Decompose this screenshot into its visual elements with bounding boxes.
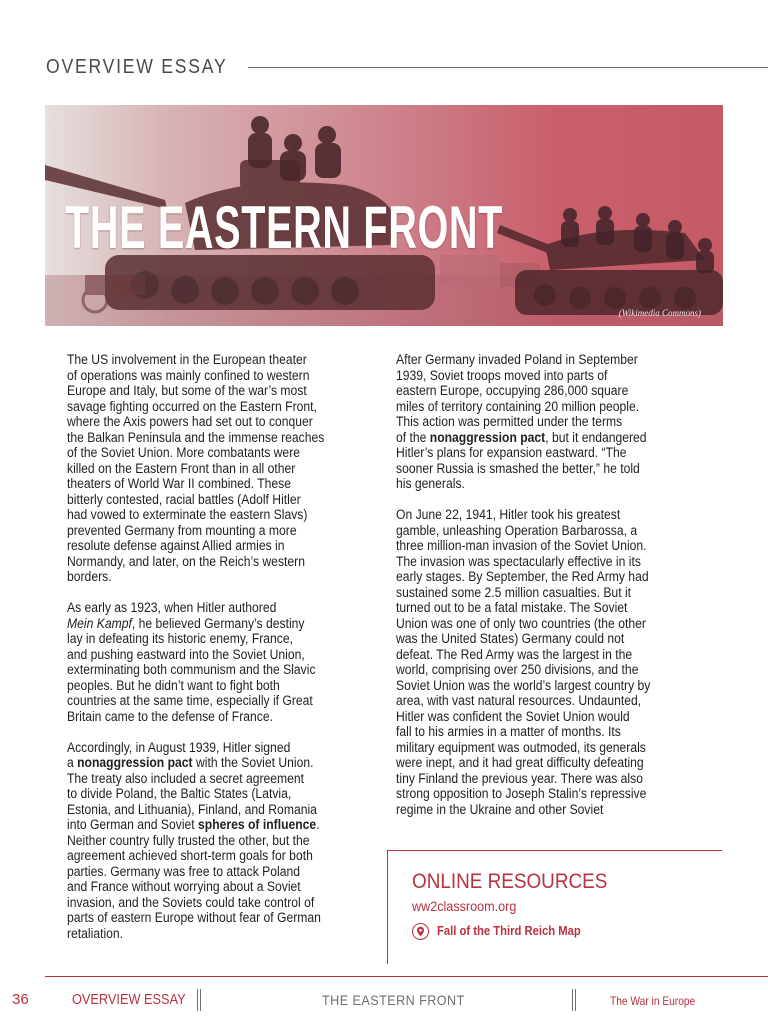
text-line: [396, 523, 666, 539]
text-run: sooner Russia is smashed the better,” he told: [396, 460, 640, 476]
text-run: The US involvement in the European theater: [67, 352, 307, 367]
text-line: [67, 414, 333, 430]
text-run: resolute defense against Allied armies in: [67, 538, 285, 553]
text-run: peoples. But he didn’t want to fight both: [67, 677, 280, 693]
text-run: tiny Finland the previous year. There was also: [396, 770, 643, 786]
text-line: [396, 740, 666, 756]
photo-credit: (Wikimedia Commons): [618, 308, 701, 318]
text-run: This action was permitted under the terms: [396, 414, 623, 429]
hero-banner: [45, 105, 723, 326]
body-paragraph: [67, 600, 363, 724]
text-line: [396, 786, 666, 802]
map-resource-link[interactable]: [412, 922, 597, 940]
text-run: and pushing eastward into the Soviet Union,: [67, 646, 305, 662]
text-line: [67, 523, 333, 539]
text-line: [67, 616, 333, 632]
text-run: Europe and Italy, but some of the war’s most: [67, 383, 307, 398]
text-run: miles of territory containing 20 million people.: [396, 398, 640, 414]
online-resources-title: ONLINE RESOURCES: [412, 870, 608, 893]
key-term: nonaggression pact: [77, 755, 193, 770]
text-line: [67, 693, 333, 709]
text-line: [396, 507, 666, 523]
footer-book-title: The War in Europe: [610, 994, 696, 1008]
footer-divider: [197, 989, 201, 1011]
text-run: to divide Poland, the Baltic States (Latvia,: [67, 786, 292, 801]
text-line: [396, 383, 666, 399]
text-line: [396, 693, 666, 709]
page-number: 36: [12, 991, 29, 1008]
text-run: prevented Germany from mounting a more: [67, 522, 297, 538]
text-line: [67, 879, 333, 895]
text-run: , he believed Germany’s destiny: [131, 615, 305, 631]
text-line: [396, 616, 666, 632]
text-line: [67, 786, 333, 802]
text-run: Union was one of only two countries (the other: [396, 615, 646, 631]
text-run: into German and Soviet: [67, 817, 199, 832]
text-line: [67, 771, 333, 787]
text-line: [67, 755, 333, 771]
text-line: [396, 538, 666, 554]
text-line: [67, 430, 333, 446]
text-run: bitterly contested, racial battles (Adolf Hitler: [67, 491, 301, 507]
text-line: [67, 554, 333, 570]
text-run: Neither country fully trusted the other, but the: [67, 832, 310, 848]
text-run: with the Soviet Union.: [192, 755, 314, 770]
text-run: area, with vast natural resources. Undaunted,: [396, 693, 642, 708]
text-run: Britain came to the defense of France.: [67, 708, 273, 724]
resources-url-link[interactable]: ww2classroom.org: [412, 898, 517, 914]
map-resource-label: Fall of the Third Reich Map: [437, 924, 581, 938]
text-line: [67, 848, 333, 864]
text-run: gamble, unleashing Operation Barbarossa, a: [396, 522, 638, 538]
section-header: [46, 56, 768, 80]
text-run: defeat. The Red Army was the largest in the: [396, 646, 633, 662]
text-line: [67, 399, 333, 415]
text-run: was the United States) Germany could not: [396, 631, 625, 646]
text-run: a: [67, 755, 78, 770]
footer-divider: [572, 989, 576, 1011]
text-line: [67, 368, 333, 384]
text-line: [396, 709, 666, 725]
text-line: [67, 802, 333, 818]
text-run: fall to his armies in a matter of months. Its: [396, 724, 621, 739]
text-run: world, comprising over 250 divisions, and the: [396, 662, 639, 677]
text-line: [67, 817, 333, 833]
text-line: [396, 585, 666, 601]
text-line: [396, 678, 666, 694]
text-line: [396, 647, 666, 663]
text-line: [67, 383, 333, 399]
text-run: and France without worrying about a Soviet: [67, 879, 301, 894]
text-run: After Germany invaded Poland in September: [396, 352, 638, 367]
text-run: Hitler was confident the Soviet Union would: [396, 708, 630, 724]
text-run: were inept, and it had great difficulty defeating: [396, 755, 644, 770]
text-run: the Balkan Peninsula and the immense reaches: [67, 429, 325, 445]
text-run: early stages. By September, the Red Army had: [396, 569, 649, 584]
text-run: Normandy, and later, on the Reich’s western: [67, 553, 305, 569]
text-run: invasion, and the Soviets could take control of: [67, 894, 315, 910]
text-run: The invasion was spectacularly effective in its: [396, 553, 641, 569]
text-line: [67, 631, 333, 647]
text-run: of operations was mainly confined to western: [67, 367, 310, 383]
text-run: exterminating both communism and the Slavic: [67, 662, 316, 677]
text-line: [396, 662, 666, 678]
text-run: countries at the same time, especially if Great: [67, 693, 313, 708]
text-run: .: [316, 817, 320, 832]
text-line: [396, 414, 666, 430]
text-line: [396, 771, 666, 787]
text-run: strong opposition to Joseph Stalin’s repressive: [396, 786, 647, 801]
text-run: had vowed to exterminate the eastern Slavs): [67, 507, 308, 522]
text-line: [67, 833, 333, 849]
right-column: [396, 352, 696, 833]
text-run: lay in defeating its historic enemy, France,: [67, 631, 294, 646]
text-line: [396, 461, 666, 477]
footer-chapter-title: THE EASTERN FRONT: [322, 992, 465, 1008]
text-line: [396, 352, 666, 368]
text-run: retaliation.: [67, 925, 124, 941]
text-line: [67, 461, 333, 477]
text-run: 1939, Soviet troops moved into parts of: [396, 367, 608, 383]
footer-rule: [45, 976, 768, 977]
text-run: three million-man invasion of the Soviet Union.: [396, 538, 647, 553]
text-line: [396, 755, 666, 771]
key-term: spheres of influence: [198, 817, 317, 832]
text-line: [396, 368, 666, 384]
online-resources-box: [387, 850, 722, 964]
text-run: Estonia, and Lithuania), Finland, and Romania: [67, 801, 317, 817]
text-run: parties. Germany was free to attack Poland: [67, 863, 300, 879]
text-run: killed on the Eastern Front than in all other: [67, 460, 296, 476]
text-line: [67, 678, 333, 694]
text-line: [67, 910, 333, 926]
left-column: [67, 352, 363, 957]
text-run: sustained some 2.5 million casualties. But it: [396, 584, 632, 600]
body-paragraph: [396, 352, 696, 492]
text-line: [396, 476, 666, 492]
text-line: [396, 724, 666, 740]
text-line: [67, 352, 333, 368]
text-run: eastern Europe, occupying 286,000 square: [396, 383, 629, 398]
text-line: [396, 802, 666, 818]
text-line: [67, 476, 333, 492]
text-line: [67, 662, 333, 678]
key-term: nonaggression pact: [429, 429, 546, 445]
text-run: , but it endangered: [545, 429, 647, 445]
text-line: [67, 647, 333, 663]
map-pin-icon: [412, 923, 429, 940]
text-run: regime in the Ukraine and other Soviet: [396, 801, 604, 817]
body-paragraph: [67, 740, 363, 942]
text-run: On June 22, 1941, Hitler took his greatest: [396, 507, 621, 522]
text-run: borders.: [67, 569, 112, 584]
text-run: Hitler’s plans for expansion eastward. “The: [396, 445, 627, 460]
banner-title: THE EASTERN FRONT: [65, 194, 504, 261]
footer-section-label: OVERVIEW ESSAY: [72, 991, 186, 1008]
text-line: [396, 430, 666, 446]
text-run: As early as 1923, when Hitler authored: [67, 600, 277, 615]
text-line: [396, 631, 666, 647]
text-line: [396, 554, 666, 570]
text-line: [396, 399, 666, 415]
text-run: savage fighting occurred on the Eastern Front,: [67, 398, 317, 414]
text-run: Accordingly, in August 1939, Hitler signed: [67, 739, 291, 755]
text-line: [67, 864, 333, 880]
text-run: Soviet Union was the world’s largest country by: [396, 677, 651, 693]
text-line: [67, 740, 333, 756]
text-run: of the: [396, 429, 430, 445]
book-title: Mein Kampf: [67, 615, 132, 631]
text-run: of the Soviet Union. More combatants were: [67, 445, 301, 460]
body-paragraph: [67, 352, 363, 585]
text-line: [396, 600, 666, 616]
text-run: agreement achieved short-term goals for both: [67, 848, 313, 863]
section-title: OVERVIEW ESSAY: [46, 56, 228, 78]
text-run: military equipment was outmoded, its generals: [396, 739, 646, 755]
text-line: [67, 492, 333, 508]
header-rule: [248, 67, 768, 68]
text-run: theaters of World War II combined. These: [67, 476, 291, 491]
text-line: [67, 895, 333, 911]
text-line: [67, 926, 333, 942]
text-line: [396, 569, 666, 585]
text-run: turned out to be a fatal mistake. The Soviet: [396, 600, 628, 615]
body-paragraph: [396, 507, 696, 817]
text-run: parts of eastern Europe without fear of German: [67, 910, 321, 925]
text-line: [67, 569, 333, 585]
text-line: [396, 445, 666, 461]
text-run: his generals.: [396, 476, 465, 491]
text-line: [67, 507, 333, 523]
text-line: [67, 709, 333, 725]
text-run: where the Axis powers had set out to conquer: [67, 414, 313, 429]
text-line: [67, 538, 333, 554]
text-run: The treaty also included a secret agreement: [67, 770, 305, 786]
text-line: [67, 600, 333, 616]
text-line: [67, 445, 333, 461]
